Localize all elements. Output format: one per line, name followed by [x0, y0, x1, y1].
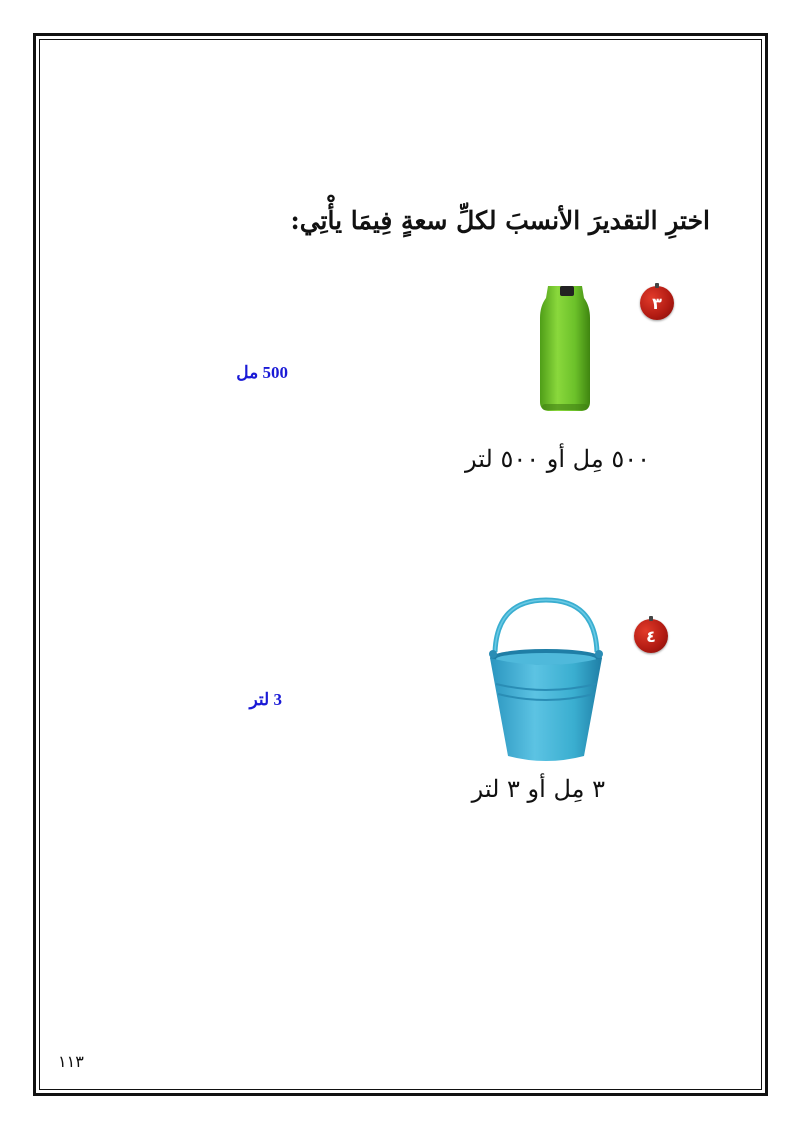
bucket-icon [483, 596, 609, 770]
page-number: ١١٣ [58, 1052, 84, 1071]
instruction-heading: اخترِ التقديرَ الأنسبَ لكلِّ سعةٍ فِيمَا يأْتِي: [290, 206, 710, 235]
capacity-options: ٥٠٠ مِل أو ٥٠٠ لتر [465, 445, 650, 473]
capacity-options: ٣ مِل أو ٣ لتر [471, 775, 605, 803]
item-number-badge: ٣ [640, 286, 674, 320]
page-border-inner [39, 39, 762, 1090]
shampoo-bottle-icon [538, 284, 592, 418]
answer-text: 3 لتر [249, 690, 282, 709]
item-number-badge: ٤ [634, 619, 668, 653]
answer-text: 500 مل [236, 363, 288, 382]
